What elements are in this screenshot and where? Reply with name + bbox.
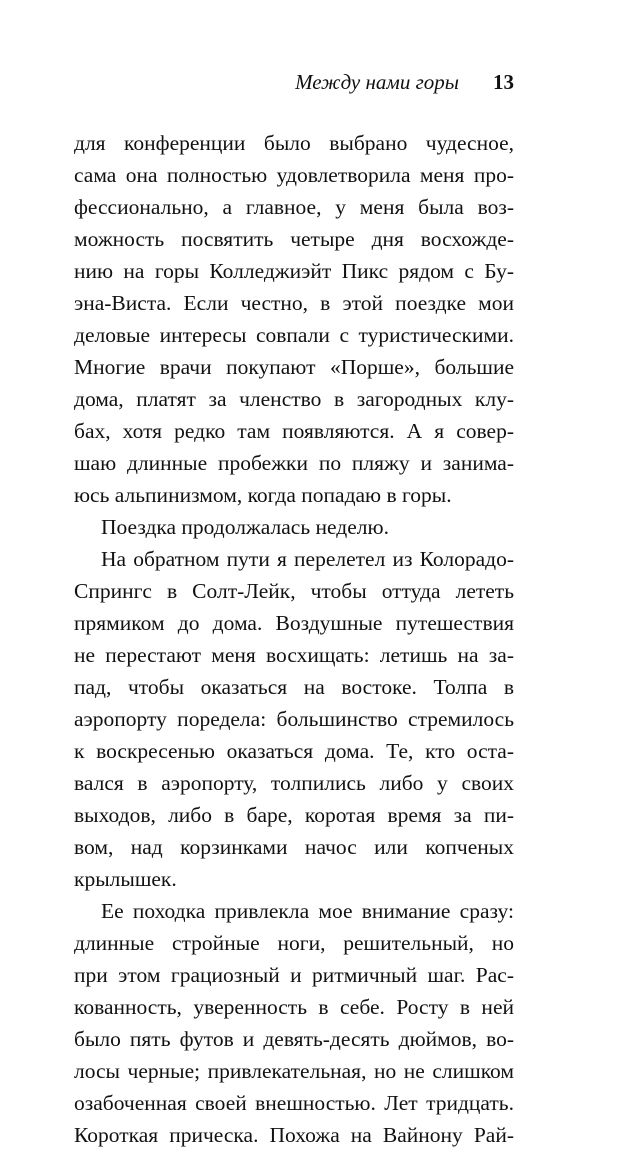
- paragraph: [74, 543, 514, 895]
- text-line: Ее походка привлекла мое внимание сразу:: [101, 899, 514, 923]
- text-line: шаю длинные пробежки по пляжу и занима-: [74, 451, 514, 475]
- text-line: крылышек.: [74, 867, 177, 891]
- text-line: озабоченная своей внешностью. Лет тридцать.: [74, 1091, 514, 1115]
- text-line: эна-Виста. Если честно, в этой поездке мои: [74, 291, 514, 315]
- text-line: лосы черные; привлекательная, но не слишком: [74, 1059, 514, 1083]
- text-line: аэропорту поредела: большинство стремилось: [74, 707, 514, 731]
- text-line: Многие врачи покупают «Порше», большие: [74, 355, 514, 379]
- text-line: вался в аэропорту, толпились либо у своих: [74, 771, 514, 795]
- book-title: Между нами горы: [295, 70, 459, 94]
- text-line: не перестают меня восхищать: летишь на за-: [74, 643, 514, 667]
- text-line: было пять футов и девять-десять дюймов, во-: [74, 1027, 514, 1051]
- text-line: пад, чтобы оказаться на востоке. Толпа в: [74, 675, 514, 699]
- text-line: для конференции было выбрано чудесное,: [74, 131, 514, 155]
- text-line: длинные стройные ноги, решительный, но: [74, 931, 514, 955]
- paragraph: [74, 127, 514, 511]
- text-line: выходов, либо в баре, коротая время за пи-: [74, 803, 514, 827]
- text-line: бах, хотя редко там появляются. А я совер-: [74, 419, 514, 443]
- text-line: вом, над корзинками начос или копченых: [74, 835, 514, 859]
- text-line: Спрингс в Солт-Лейк, чтобы оттуда лететь: [74, 579, 514, 603]
- text-line: деловые интересы совпали с туристическими.: [74, 323, 514, 347]
- text-line: Короткая прическа. Похожа на Вайнону Рай-: [74, 1123, 514, 1147]
- text-line: к воскресенью оказаться дома. Те, кто оста-: [74, 739, 514, 763]
- text-line: юсь альпинизмом, когда попадаю в горы.: [74, 483, 452, 507]
- text-line: прямиком до дома. Воздушные путешествия: [74, 611, 514, 635]
- text-line: сама она полностью удовлетворила меня про-: [74, 163, 514, 187]
- text-line: фессионально, а главное, у меня была воз-: [74, 195, 514, 219]
- paragraph: [74, 895, 514, 1151]
- text-line: можность посвятить четыре дня восхожде-: [74, 227, 514, 251]
- text-line: нию на горы Колледжиэйт Пикс рядом с Бу-: [74, 259, 514, 283]
- paragraph: [74, 511, 514, 543]
- text-line: кованность, уверенность в себе. Росту в ней: [74, 995, 514, 1019]
- text-line: при этом грациозный и ритмичный шаг. Рас-: [74, 963, 514, 987]
- text-line: дома, платят за членство в загородных клу-: [74, 387, 514, 411]
- text-line: На обратном пути я перелетел из Колорадо-: [101, 547, 514, 571]
- page-number: 13: [493, 70, 514, 94]
- body-text: [74, 127, 514, 1151]
- text-line: Поездка продолжалась неделю.: [101, 515, 389, 539]
- running-head: [70, 70, 514, 100]
